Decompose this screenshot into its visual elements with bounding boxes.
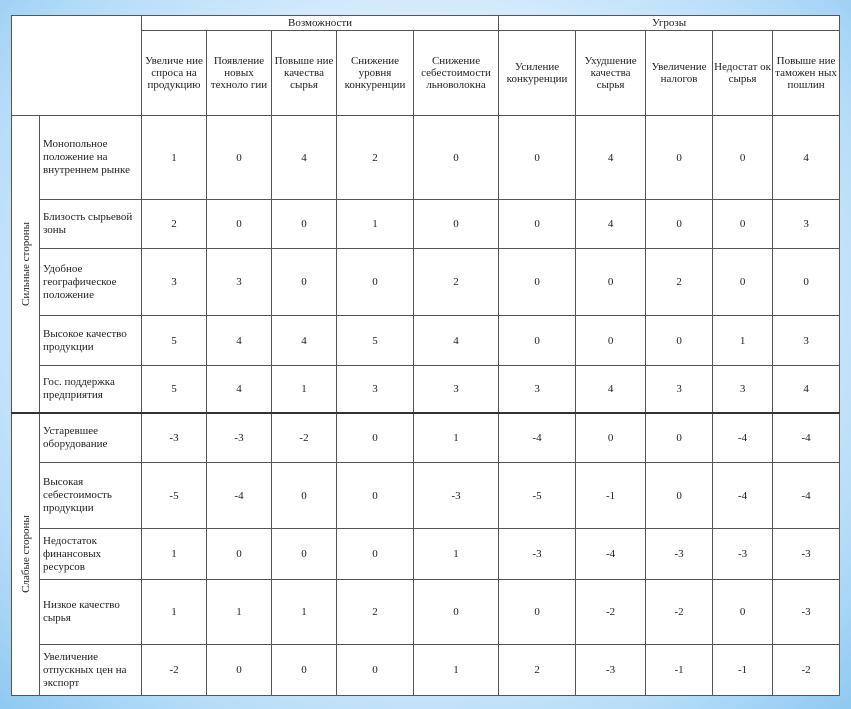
- table-row: [12, 580, 840, 645]
- table-cell: 2: [414, 249, 499, 316]
- table-cell: -4: [773, 463, 840, 529]
- column-header: Снижение себестоимости льноволокна: [414, 31, 499, 116]
- table-cell: 4: [576, 366, 646, 413]
- table-cell: 0: [272, 463, 337, 529]
- table-cell: 2: [646, 249, 713, 316]
- row-header: Монопольное положение на внутреннем рынке: [40, 116, 142, 200]
- table-cell: 0: [713, 249, 773, 316]
- table-cell: 0: [272, 529, 337, 580]
- row-header: Устаревшее оборудование: [40, 413, 142, 463]
- table-cell: 0: [272, 645, 337, 696]
- table-cell: 0: [646, 413, 713, 463]
- table-cell: 3: [337, 366, 414, 413]
- table-cell: 0: [414, 580, 499, 645]
- table-cell: -3: [646, 529, 713, 580]
- table-cell: 0: [499, 580, 576, 645]
- table-cell: 0: [646, 116, 713, 200]
- table-cell: 1: [414, 413, 499, 463]
- table-cell: 0: [207, 200, 272, 249]
- table-cell: -3: [207, 413, 272, 463]
- table-cell: -4: [499, 413, 576, 463]
- column-header: Увеличе ние спроса на продукцию: [142, 31, 207, 116]
- table-cell: 3: [142, 249, 207, 316]
- table-cell: 0: [272, 200, 337, 249]
- row-header: Недостаток финансовых ресурсов: [40, 529, 142, 580]
- table-cell: 0: [337, 249, 414, 316]
- table-cell: 4: [207, 316, 272, 366]
- table-cell: 2: [337, 116, 414, 200]
- column-header: Увеличение налогов: [646, 31, 713, 116]
- row-header: Гос. поддержка предприятия: [40, 366, 142, 413]
- table-cell: 0: [773, 249, 840, 316]
- table-cell: 0: [576, 249, 646, 316]
- table-row: [12, 200, 840, 249]
- table-cell: -1: [713, 645, 773, 696]
- table-cell: 0: [414, 116, 499, 200]
- table-cell: -3: [576, 645, 646, 696]
- swot-matrix-sheet: [11, 15, 839, 695]
- table-row: [12, 645, 840, 696]
- table-row: [12, 366, 840, 413]
- table-cell: 0: [337, 463, 414, 529]
- table-cell: 0: [713, 580, 773, 645]
- table-cell: -2: [576, 580, 646, 645]
- row-header: Высокое качество продукции: [40, 316, 142, 366]
- table-cell: 1: [142, 529, 207, 580]
- table-cell: 0: [646, 200, 713, 249]
- table-cell: -2: [272, 413, 337, 463]
- row-header: Удобное географическое положение: [40, 249, 142, 316]
- column-header: Повыше ние качества сырья: [272, 31, 337, 116]
- table-cell: 0: [207, 116, 272, 200]
- table-cell: 3: [773, 200, 840, 249]
- table-cell: 0: [337, 645, 414, 696]
- table-cell: 1: [337, 200, 414, 249]
- table-cell: -3: [499, 529, 576, 580]
- table-cell: 4: [272, 116, 337, 200]
- weak-sides-text: Слабые стороны: [19, 515, 32, 594]
- table-cell: -4: [713, 463, 773, 529]
- table-cell: 1: [272, 580, 337, 645]
- table-cell: 5: [337, 316, 414, 366]
- table-row: [12, 413, 840, 463]
- strong-sides-text: Сильные стороны: [19, 221, 32, 306]
- table-cell: 0: [576, 316, 646, 366]
- table-cell: 4: [272, 316, 337, 366]
- row-header: Низкое качество сырья: [40, 580, 142, 645]
- table-cell: -3: [142, 413, 207, 463]
- table-cell: -5: [142, 463, 207, 529]
- table-cell: 3: [499, 366, 576, 413]
- table-cell: 4: [414, 316, 499, 366]
- table-cell: -4: [207, 463, 272, 529]
- swot-matrix-table: [11, 15, 840, 696]
- table-cell: 2: [499, 645, 576, 696]
- corner-cell: [12, 16, 142, 116]
- table-cell: -4: [713, 413, 773, 463]
- table-cell: 1: [272, 366, 337, 413]
- table-cell: 4: [773, 366, 840, 413]
- table-cell: 3: [773, 316, 840, 366]
- table-cell: -5: [499, 463, 576, 529]
- column-header: Снижение уровня конкуренции: [337, 31, 414, 116]
- row-header: Высокая себестоимость продукции: [40, 463, 142, 529]
- table-cell: 1: [713, 316, 773, 366]
- column-header: Недостат ок сырья: [713, 31, 773, 116]
- table-cell: -2: [773, 645, 840, 696]
- group-header-row: [12, 16, 840, 31]
- table-row: [12, 249, 840, 316]
- column-header: Повыше ние таможен ных пошлин: [773, 31, 840, 116]
- table-row: [12, 463, 840, 529]
- table-cell: 2: [142, 200, 207, 249]
- column-header: Усиление конкуренции: [499, 31, 576, 116]
- table-cell: -3: [773, 529, 840, 580]
- column-header: Появление новых техноло гии: [207, 31, 272, 116]
- table-cell: -2: [646, 580, 713, 645]
- table-cell: 0: [499, 200, 576, 249]
- table-row: [12, 316, 840, 366]
- column-header: Ухудшение качества сырья: [576, 31, 646, 116]
- table-cell: -4: [576, 529, 646, 580]
- table-cell: 1: [142, 116, 207, 200]
- table-cell: 2: [337, 580, 414, 645]
- table-cell: -3: [713, 529, 773, 580]
- table-cell: 5: [142, 316, 207, 366]
- table-cell: 1: [414, 529, 499, 580]
- table-cell: 4: [207, 366, 272, 413]
- table-cell: 0: [337, 529, 414, 580]
- table-cell: 0: [499, 316, 576, 366]
- table-cell: -1: [576, 463, 646, 529]
- table-cell: 0: [713, 116, 773, 200]
- table-cell: 3: [207, 249, 272, 316]
- table-cell: 0: [207, 645, 272, 696]
- table-cell: 3: [646, 366, 713, 413]
- table-cell: 0: [646, 316, 713, 366]
- table-cell: 0: [499, 249, 576, 316]
- opportunities-header: Возможности: [142, 16, 499, 31]
- table-cell: 0: [337, 413, 414, 463]
- table-cell: -1: [646, 645, 713, 696]
- table-cell: 0: [414, 200, 499, 249]
- row-header: Увеличение отпускных цен на экспорт: [40, 645, 142, 696]
- table-cell: 0: [499, 116, 576, 200]
- table-cell: -2: [142, 645, 207, 696]
- table-cell: 5: [142, 366, 207, 413]
- table-row: [12, 116, 840, 200]
- table-cell: -4: [773, 413, 840, 463]
- strong-sides-label: [12, 116, 40, 413]
- table-cell: 3: [414, 366, 499, 413]
- table-cell: 0: [646, 463, 713, 529]
- table-row: [12, 529, 840, 580]
- table-cell: 1: [207, 580, 272, 645]
- table-cell: 3: [713, 366, 773, 413]
- row-header: Близость сырьевой зоны: [40, 200, 142, 249]
- table-cell: -3: [414, 463, 499, 529]
- table-cell: 4: [576, 116, 646, 200]
- threats-header: Угрозы: [499, 16, 840, 31]
- table-cell: 1: [142, 580, 207, 645]
- table-cell: 0: [272, 249, 337, 316]
- table-cell: 4: [773, 116, 840, 200]
- weak-sides-label: [12, 413, 40, 696]
- table-cell: 0: [713, 200, 773, 249]
- table-cell: 4: [576, 200, 646, 249]
- table-cell: 0: [207, 529, 272, 580]
- table-cell: 1: [414, 645, 499, 696]
- table-cell: -3: [773, 580, 840, 645]
- table-cell: 0: [576, 413, 646, 463]
